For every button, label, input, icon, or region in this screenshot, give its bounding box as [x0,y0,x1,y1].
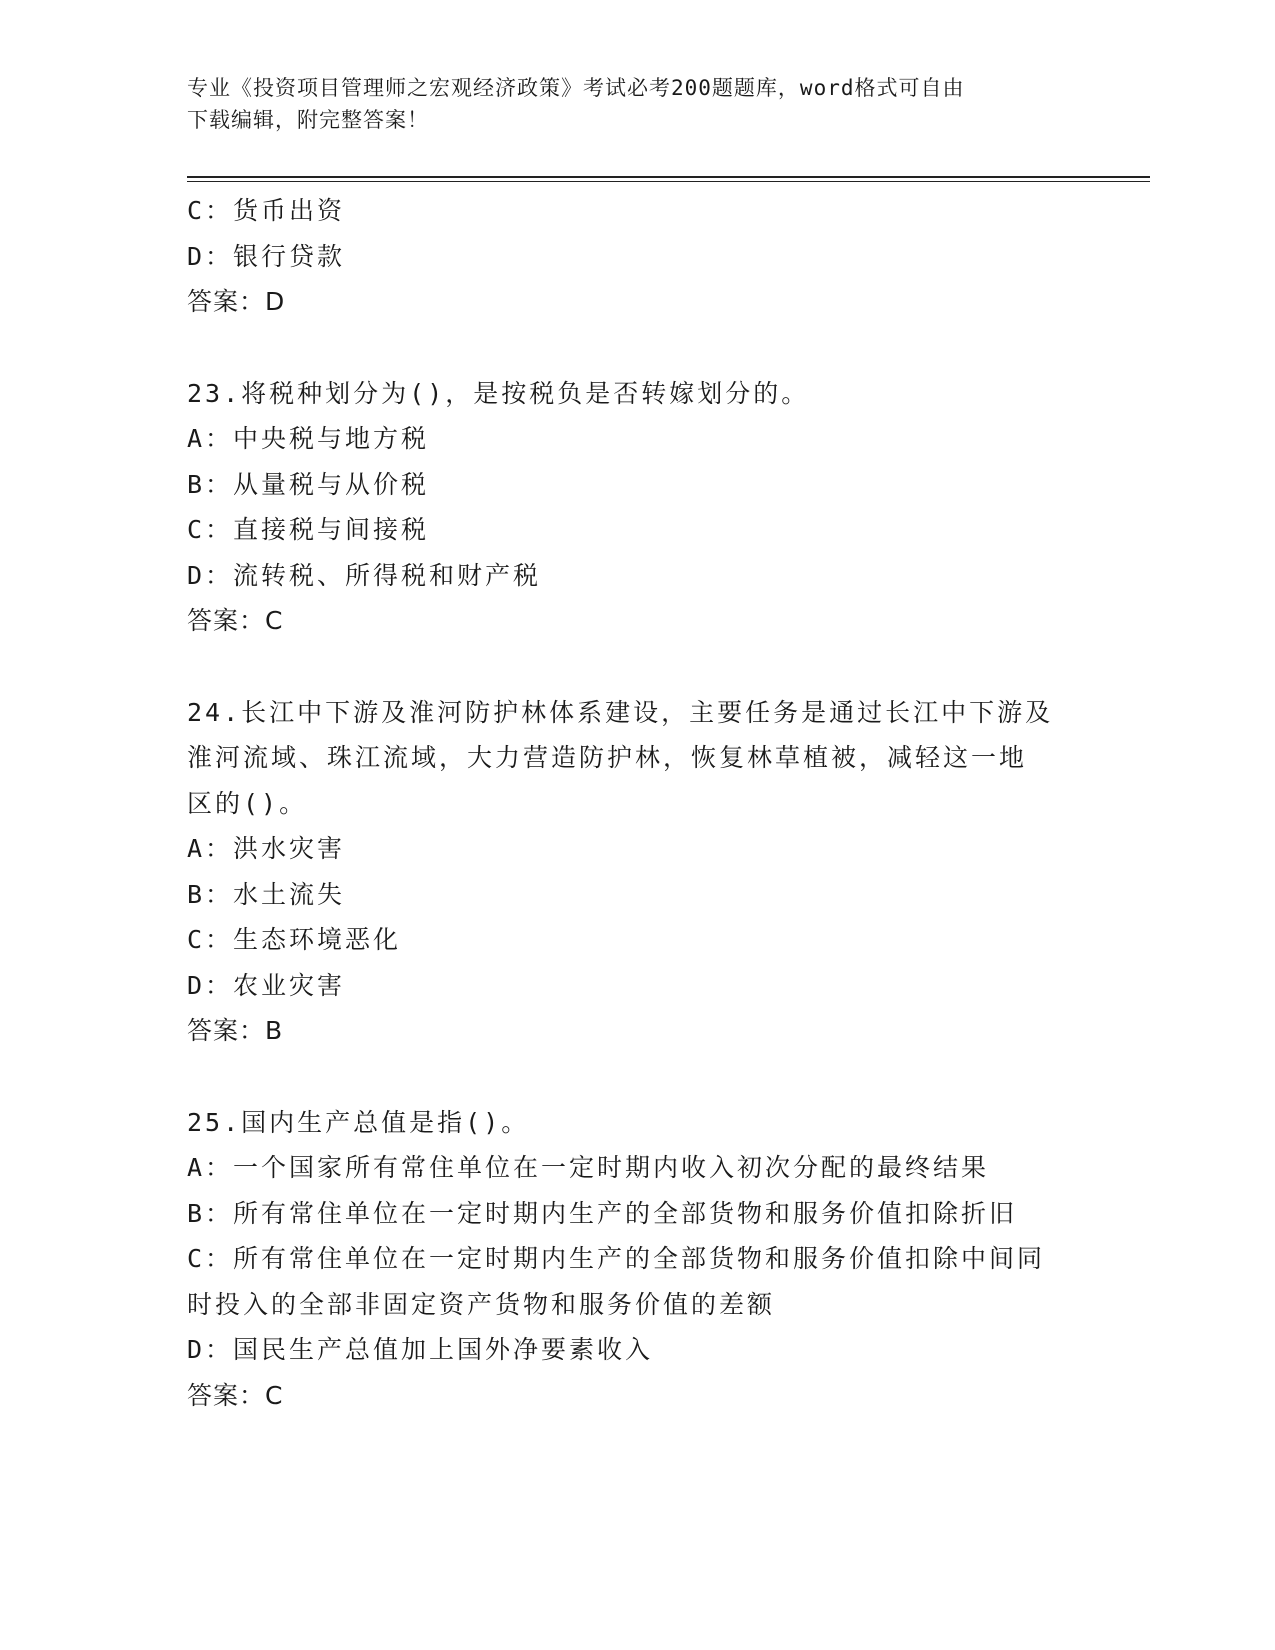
option-a: A：一个国家所有常住单位在一定时期内收入初次分配的最终结果 [187,1153,990,1182]
header-divider-thin [187,181,1150,182]
question-22-tail [187,188,1087,325]
question-23 [187,371,1087,644]
spacer [187,325,1087,371]
option-d: D：银行贷款 [187,241,346,271]
answer-line: 答案：D [187,287,286,316]
option-c: C：生态环境恶化 [187,925,402,954]
option-d: D：流转税、所得税和财产税 [187,560,542,590]
question-stem-line-2: 淮河流域、珠江流域，大力营造防护林，恢复林草植被，减轻这一地 [187,743,1028,772]
answer-line: 答案：C [187,606,284,635]
header-line-1: 专业《投资项目管理师之宏观经济政策》考试必考200题题库，word格式可自由 [187,76,965,100]
answer-line: 答案：B [187,1016,284,1045]
option-b: B：水土流失 [187,879,346,909]
option-d: D：国民生产总值加上国外净要素收入 [187,1335,654,1364]
header-divider-thick [187,176,1150,178]
page-header [187,72,1067,136]
spacer [187,644,1087,690]
question-24 [187,690,1087,1054]
question-25 [187,1100,1087,1419]
question-stem: 23.将税种划分为()，是按税负是否转嫁划分的。 [187,378,810,408]
question-stem-line-1: 24.长江中下游及淮河防护林体系建设，主要任务是通过长江中下游及 [187,697,1054,727]
option-c-line-1: C：所有常住单位在一定时期内生产的全部货物和服务价值扣除中间同 [187,1244,1046,1273]
option-b: B：从量税与从价税 [187,469,430,499]
spacer [187,1054,1087,1100]
answer-line: 答案：C [187,1380,284,1410]
header-line-2: 下载编辑，附完整答案！ [187,108,429,132]
question-stem-line-3: 区的()。 [187,788,308,818]
question-stem: 25.国内生产总值是指()。 [187,1107,530,1137]
question-list [187,188,1087,1418]
option-c: C：货币出资 [187,196,346,225]
option-a: A：洪水灾害 [187,834,346,863]
option-b: B：所有常住单位在一定时期内生产的全部货物和服务价值扣除折旧 [187,1198,1018,1228]
option-c-line-2: 时投入的全部非固定资产货物和服务价值的差额 [187,1289,776,1319]
option-c: C：直接税与间接税 [187,515,430,544]
option-a: A：中央税与地方税 [187,424,430,453]
option-d: D：农业灾害 [187,970,346,1000]
